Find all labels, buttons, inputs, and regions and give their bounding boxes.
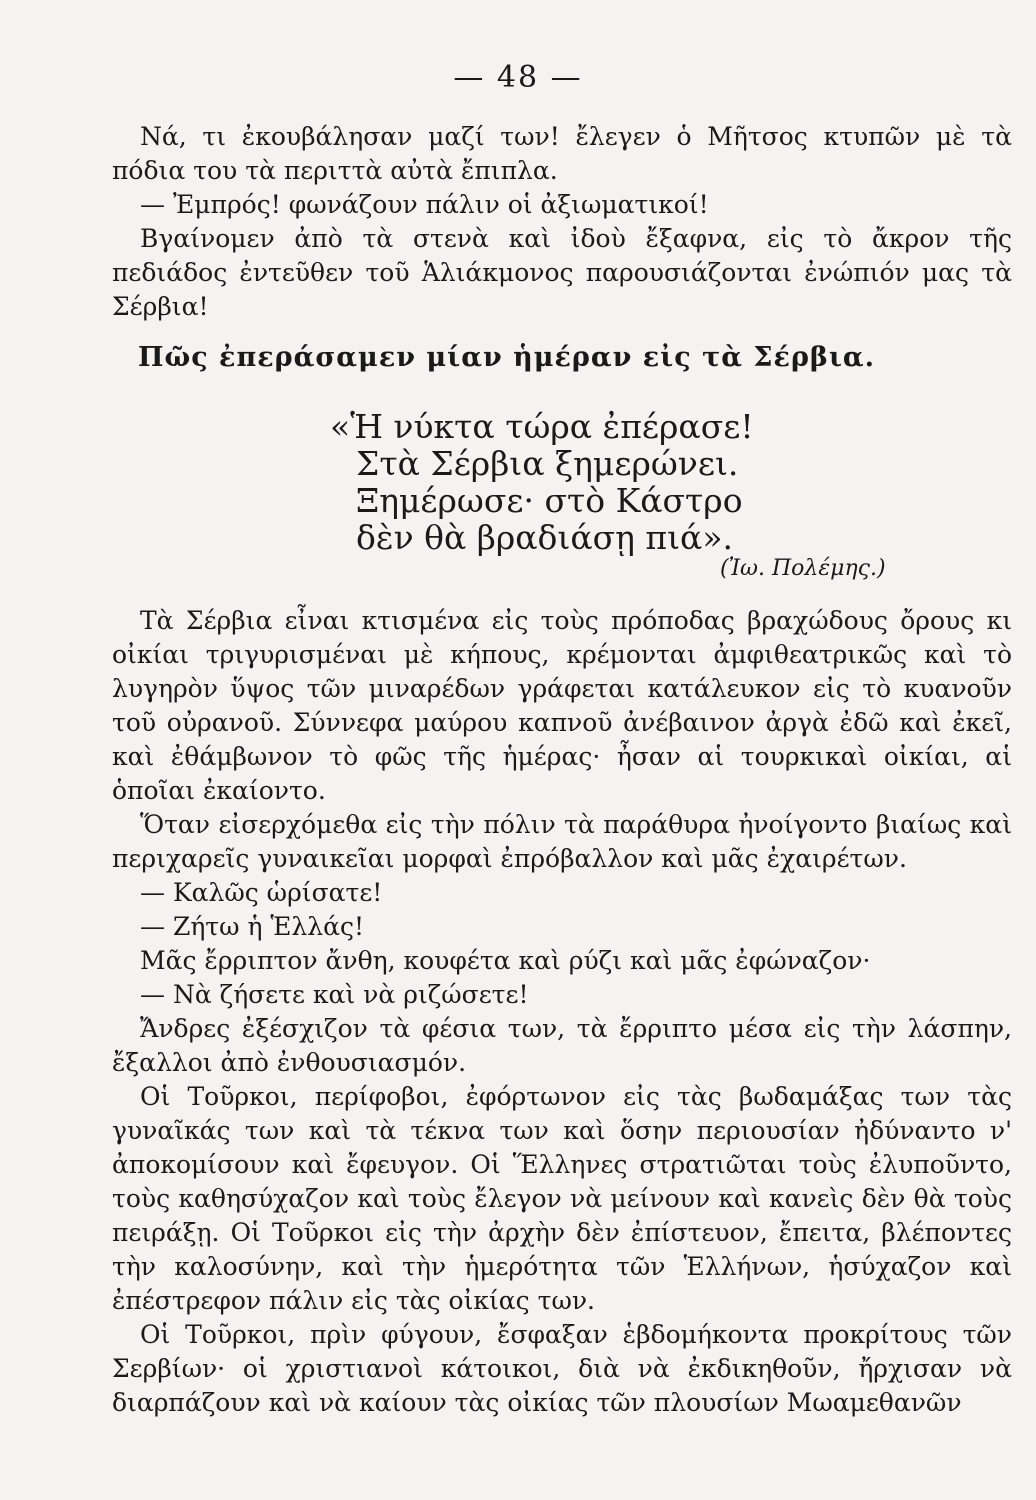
poem-line-4: δὲν θὰ βραδιάσῃ πιά». (356, 518, 734, 557)
poem (330, 408, 790, 556)
poem-line-3: Ξημέρωσε· στὸ Κάστρο (356, 481, 743, 520)
body-paragraph-5: Οἱ Τοῦρκοι, περίφοβοι, ἐφόρτωνον εἰς τὰς βωδαμάξας των τὰς γυναῖκάς των καὶ τὰ τέκνα των καὶ ὅσην περιουσίαν ἠδύναντο ν' ἀποκομίσουν καὶ ἔφευγον. Οἱ Ἕλληνες στρατιῶται τοὺς ἐλυποῦντο, τοὺς καθησύχαζον καὶ τοὺς ἔλεγον νὰ μείνουν καὶ κανεὶς δὲν θὰ τοὺς πειράξῃ. Οἱ Τοῦρκοι εἰς τὴν ἀρχὴν δὲν ἐπίστευον, ἔπειτα, βλέποντες τὴν καλοσύνην, καὶ τὴν ἡμερότητα τῶν Ἑλλήνων, ἡσύχαζον καὶ ἐπέστρεφον πάλιν εἰς τὰς οἰκίας των. (112, 1082, 1012, 1315)
intro-paragraph-1: Νά, τι ἐκουβάλησαν μαζί των! ἔλεγεν ὁ Μῆτσος κτυπῶν μὲ τὰ πόδια του τὰ περιττὰ αὐτὰ ἔπιπλα. (112, 122, 1012, 185)
intro-dialog-line: — Ἐμπρός! φωνάζουν πάλιν οἱ ἀξιωματικοί! (140, 190, 709, 219)
intro-section (112, 120, 1012, 324)
page-number: — 48 — (453, 60, 583, 95)
dialog-line-3: — Νὰ ζήσετε καὶ νὰ ριζώσετε! (140, 980, 529, 1009)
body-paragraph-2: Ὅταν εἰσερχόμεθα εἰς τὴν πόλιν τὰ παράθυρα ἠνοίγοντο βιαίως καὶ περιχαρεῖς γυναικεῖαι μορφαὶ ἐπρόβαλλον καὶ μᾶς ἐχαιρέτων. (112, 810, 1012, 873)
body-paragraph-1: Τὰ Σέρβια εἶναι κτισμένα εἰς τοὺς πρόποδας βραχώδους ὄρους κι οἰκίαι τριγυρισμέναι μὲ κήπους, κρέμονται ἀμφιθεατρικῶς καὶ τὸ λυγηρὸν ὕψος τῶν μιναρέδων γράφεται κατάλευκον εἰς τὸ κυανοῦν τοῦ οὐρανοῦ. Σύννεφα μαύρου καπνοῦ ἀνέβαινον ἀργὰ ἐδῶ καὶ ἐκεῖ, καὶ ἐθάμβωνον τὸ φῶς τῆς ἡμέρας· ἦσαν αἱ τουρκικαὶ οἰκίαι, αἱ ὁποῖαι ἐκαίοντο. (112, 606, 1012, 805)
poem-line-2: Στὰ Σέρβια ξημερώνει. (356, 444, 739, 483)
section-heading: Πῶς ἐπεράσαμεν μίαν ἡμέραν εἰς τὰ Σέρβια. (138, 342, 876, 373)
poem-line-1: «Ἡ νύκτα τώρα ἐπέρασε! (330, 407, 754, 446)
poem-attribution: (Ἰω. Πολέμης.) (720, 556, 886, 581)
body-paragraph-3: Μᾶς ἔρριπτον ἄνθη, κουφέτα καὶ ρύζι καὶ μᾶς ἐφώναζον· (140, 946, 871, 975)
intro-paragraph-2: Βγαίνομεν ἀπὸ τὰ στενὰ καὶ ἰδοὺ ἔξαφνα, εἰς τὸ ἄκρον τῆς πεδιάδος ἐντεῦθεν τοῦ Ἁλιάκμονος παρουσιάζονται ἐνώπιόν μας τὰ Σέρβια! (112, 224, 1012, 321)
body-paragraph-6: Οἱ Τοῦρκοι, πρὶν φύγουν, ἔσφαξαν ἑβδομήκοντα προκρίτους τῶν Σερβίων· οἱ χριστιανοὶ κάτοικοι, διὰ νὰ ἐκδικηθοῦν, ἤρχισαν νὰ διαρπάζουν καὶ νὰ καίουν τὰς οἰκίας τῶν πλουσίων Μωαμεθανῶν (112, 1320, 1012, 1417)
dialog-line-1: — Καλῶς ὡρίσατε! (140, 878, 383, 907)
body-section (112, 604, 1012, 1420)
dialog-line-2: — Ζήτω ἡ Ἑλλάς! (140, 912, 365, 941)
body-paragraph-4: Ἄνδρες ἐξέσχιζον τὰ φέσια των, τὰ ἔρριπτο μέσα εἰς τὴν λάσπην, ἔξαλλοι ἀπὸ ἐνθουσιασμόν. (112, 1014, 1012, 1077)
